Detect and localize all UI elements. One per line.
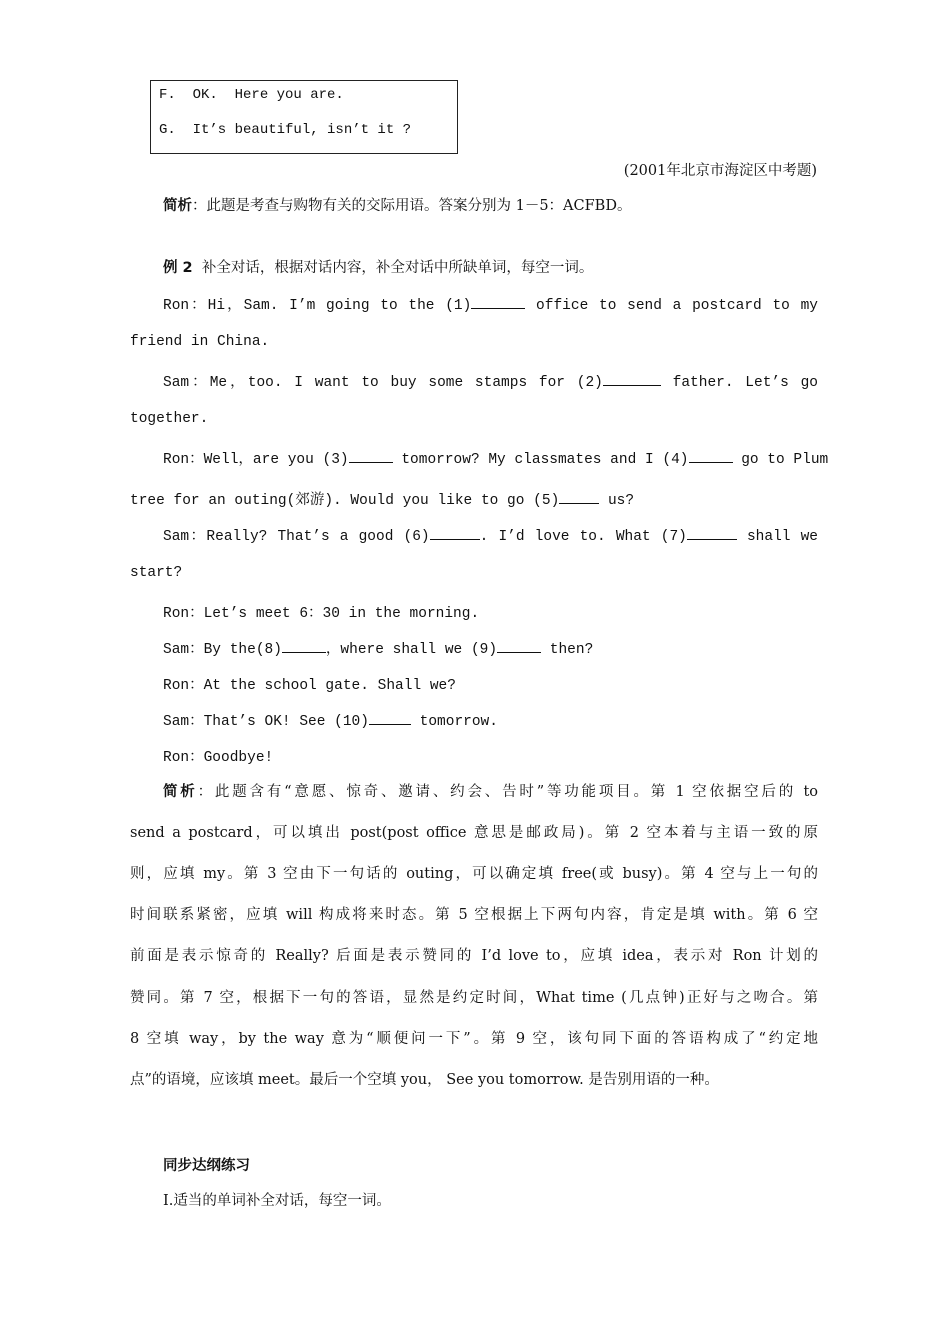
dialogue-text: Sam：That’s OK! See (10) xyxy=(163,714,369,730)
dialogue-text: us? xyxy=(599,493,635,509)
dialogue-text: Sam：Really? That’s a good (6) xyxy=(163,529,430,545)
source-citation: (2001年北京市海淀区中考题) xyxy=(623,163,817,179)
analysis-2-text: ：此题含有“意愿、惊奇、邀请、约会、告时”等功能项目。第 1 空依据空后的 to xyxy=(197,784,819,800)
analysis-1-text: ：此题是考查与购物有关的交际用语。答案分别为 1－5：ACFBD。 xyxy=(192,198,632,214)
dialogue-text: tomorrow? My classmates and I (4) xyxy=(392,452,689,468)
analysis-1 xyxy=(163,194,631,215)
analysis-2-line-8: 点”的语境，应该填 meet。最后一个空填 you， See you tomorrow. 是告别用语的一种。 xyxy=(130,1072,719,1088)
blank-8 xyxy=(282,639,326,653)
analysis-2-line-6: 赞同。第 7 空，根据下一句的答语，显然是约定时间，What time (几点钟)正好与之吻合。第 xyxy=(130,990,818,1006)
dialogue-line-4-cont: start? xyxy=(130,565,183,581)
blank-9 xyxy=(497,639,541,653)
dialogue-line-6 xyxy=(163,637,593,658)
analysis-1-label: 简析 xyxy=(163,198,192,214)
dialogue-text: then? xyxy=(541,642,594,658)
dialogue-text: Sam：By the(8) xyxy=(163,642,282,658)
blank-4 xyxy=(689,449,733,463)
blank-10 xyxy=(369,711,411,725)
dialogue-line-4 xyxy=(163,524,818,545)
dialogue-line-1 xyxy=(163,293,818,314)
analysis-2-label: 简析 xyxy=(163,784,198,800)
analysis-2-line-2: send a postcard，可以填出 post(post office 意思是邮政局)。第 2 空本着与主语一致的原 xyxy=(130,825,818,841)
option-g: G. It’s beautiful, isn’t it ? xyxy=(159,122,412,138)
blank-6 xyxy=(430,526,480,540)
example-2-heading xyxy=(163,256,593,277)
dialogue-text: tree for an outing(郊游). Would you like to go (5) xyxy=(130,493,560,509)
blank-7 xyxy=(687,526,737,540)
analysis-2-line-4: 时间联系紧密，应填 will 构成将来时态。第 5 空根据上下两句内容，肯定是填 with。第 6 空 xyxy=(130,907,818,923)
example-2-label: 例 2 xyxy=(163,260,193,276)
blank-5 xyxy=(559,490,599,504)
analysis-2-line-7: 8 空填 way，by the way 意为“顺便问一下”。第 9 空，该句同下面的答语构成了“约定地 xyxy=(130,1031,818,1047)
dialogue-line-3-cont xyxy=(130,488,634,509)
dialogue-text: ，where shall we (9) xyxy=(325,642,498,658)
dialogue-line-8 xyxy=(163,709,498,730)
blank-2 xyxy=(603,372,661,386)
dialogue-line-7: Ron：At the school gate. Shall we? xyxy=(163,678,456,694)
dialogue-text: father. Let’s go xyxy=(660,375,818,391)
analysis-2-line-3: 则，应填 my。第 3 空由下一句话的 outing，可以确定填 free(或 busy)。第 4 空与上一句的 xyxy=(130,866,818,882)
example-2-instruction: 补全对话，根据对话内容，补全对话中所缺单词，每空一词。 xyxy=(201,260,594,276)
dialogue-text: shall we xyxy=(736,529,819,545)
dialogue-text: tomorrow. xyxy=(410,714,498,730)
dialogue-line-5: Ron：Let’s meet 6：30 in the morning. xyxy=(163,606,480,622)
analysis-2-line-1 xyxy=(163,780,818,801)
dialogue-line-9: Ron：Goodbye! xyxy=(163,750,274,766)
analysis-2-line-5: 前面是表示惊奇的 Really? 后面是表示赞同的 I’d love to，应填 idea，表示对 Ron 计划的 xyxy=(130,948,818,964)
dialogue-line-2 xyxy=(163,370,818,391)
blank-1 xyxy=(471,295,525,309)
exercise-item-1: Ⅰ.适当的单词补全对话，每空一词。 xyxy=(163,1193,391,1209)
dialogue-line-3 xyxy=(163,447,829,468)
option-f: F. OK. Here you are. xyxy=(159,87,344,103)
dialogue-text: Ron：Well，are you (3) xyxy=(163,452,349,468)
blank-3 xyxy=(349,449,393,463)
dialogue-line-1-cont: friend in China. xyxy=(130,334,270,350)
dialogue-text: Sam：Me，too. I want to buy some stamps for (2) xyxy=(163,375,603,391)
dialogue-text: Ron：Hi，Sam. I’m going to the (1) xyxy=(163,298,472,314)
dialogue-text: . I’d love to. What (7) xyxy=(479,529,687,545)
dialogue-text: office to send a postcard to my xyxy=(525,298,818,314)
dialogue-line-2-cont: together. xyxy=(130,411,209,427)
section-title: 同步达纲练习 xyxy=(163,1158,250,1174)
answer-options-box xyxy=(150,80,458,154)
dialogue-text: go to Plum xyxy=(732,452,829,468)
